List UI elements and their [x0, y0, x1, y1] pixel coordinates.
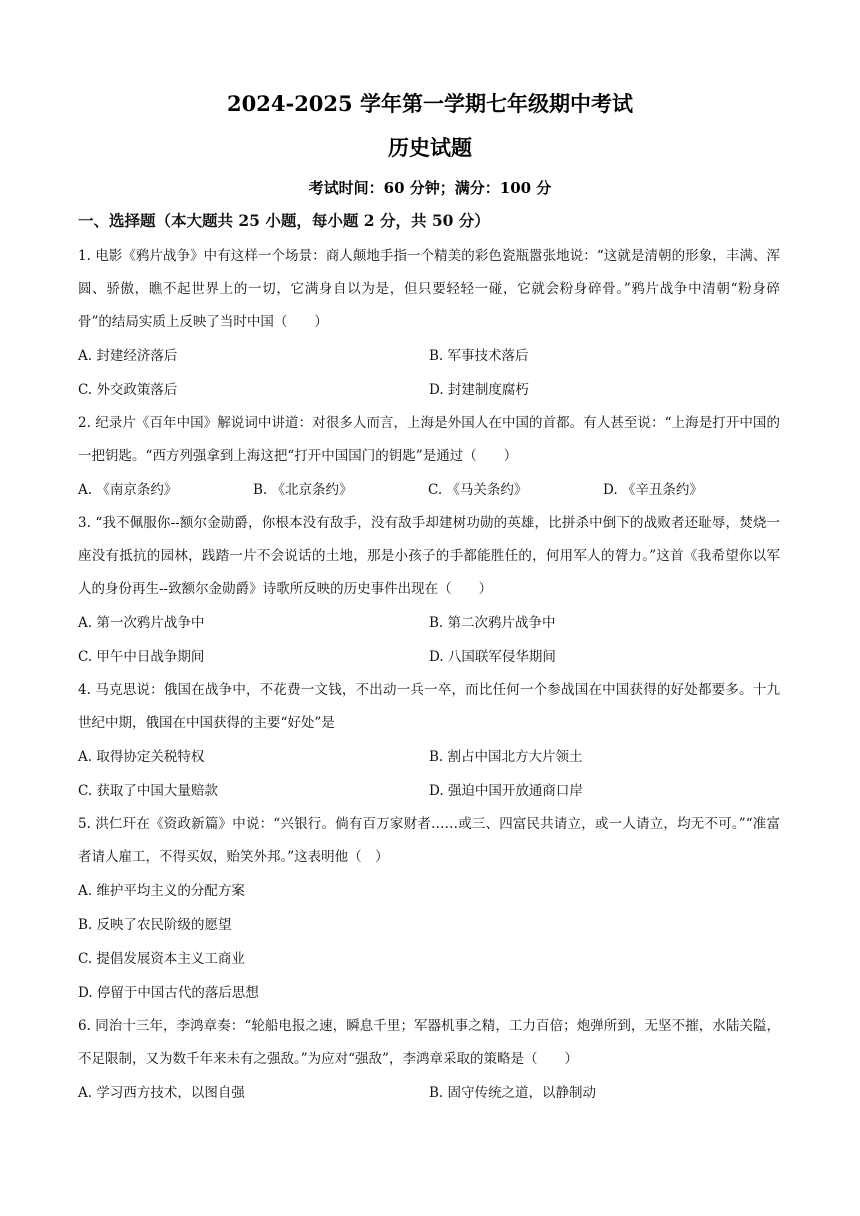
exam-title: 2024-2025 学年第一学期七年级期中考试	[227, 91, 633, 116]
subject-title: 历史试题	[388, 135, 472, 160]
option-c: C. 获取了中国大量赔款	[78, 783, 218, 799]
question-text: 1. 电影《鸦片战争》中有这样一个场景：商人颠地手指一个精美的彩色瓷瓶嚣张地说：“这就是清朝的形象，丰满、浑圆、骄傲，瞧不起世界上的一切，它满身自以为是，但只要轻轻一碰，它就会粉身碎骨。”鸦片战争中清朝“粉身碎骨”的结局实质上反映了当时中国（ ）	[78, 248, 780, 330]
question-text: 5. 洪仁玕在《资政新篇》中说：“兴银行。倘有百万家财者……或三、四富民共请立，或一人请立，均无不可。”“准富者请人雇工，不得买奴，贻笑外邦。”这表明他（ ）	[78, 816, 780, 865]
option-b: B. 割占中国北方大片领土	[429, 749, 583, 765]
question-text: 6. 同治十三年，李鸿章奏：“轮船电报之速，瞬息千里；军器机事之精，工力百倍；炮弹所到，无坚不摧，水陆关隘，不足限制，又为数千年来未有之强敌。”为应对“强敌”，李鸿章采取的策略是（ ）	[78, 1018, 780, 1067]
option-d: D. 八国联军侵华期间	[429, 649, 556, 665]
option-list	[78, 874, 780, 1010]
option-c: C. 提倡发展资本主义工商业	[78, 951, 245, 967]
question-text: 3. “我不佩服你--额尔金勋爵，你根本没有敌手，没有敌手却建树功勋的英雄，比拼杀中倒下的战败者还耻辱，焚烧一座没有抵抗的园林，践踏一片不会说话的土地，那是小孩子的手都能胜任的，何用军人的膂力。”这首《我希望你以军人的身份再生--致额尔金勋爵》诗歌所反映的历史事件出现在（ ）	[78, 515, 780, 597]
option-d: D. 停留于中国古代的落后思想	[78, 985, 259, 1001]
option-list	[78, 1076, 780, 1110]
option-list	[78, 339, 780, 407]
section-title: 一、选择题（本大题共 25 小题，每小题 2 分，共 50 分）	[78, 211, 490, 230]
option-list	[78, 473, 780, 507]
option-a: A. 第一次鸦片战争中	[78, 615, 205, 631]
option-b: B. 第二次鸦片战争中	[429, 615, 556, 631]
question-1	[78, 240, 780, 407]
question-list	[78, 240, 780, 1110]
option-c: C. 外交政策落后	[78, 382, 178, 398]
question-2	[78, 407, 780, 507]
option-a: A. 《南京条约》	[78, 482, 178, 498]
question-text: 4. 马克思说：俄国在战争中，不花费一文钱，不出动一兵一卒，而比任何一个参战国在中国获得的好处都要多。十九世纪中期，俄国在中国获得的主要“好处”是	[78, 682, 780, 731]
option-a: A. 取得协定关税特权	[78, 749, 205, 765]
question-6	[78, 1010, 780, 1110]
question-5	[78, 808, 780, 1010]
option-b: B. 《北京条约》	[253, 482, 353, 498]
question-3	[78, 507, 780, 674]
option-list	[78, 606, 780, 674]
question-4	[78, 674, 780, 808]
option-c: C. 《马关条约》	[428, 482, 528, 498]
option-a: A. 维护平均主义的分配方案	[78, 883, 245, 899]
option-d: D. 封建制度腐朽	[429, 382, 529, 398]
option-a: A. 封建经济落后	[78, 348, 178, 364]
option-b: B. 固守传统之道，以静制动	[429, 1085, 597, 1101]
option-d: D. 强迫中国开放通商口岸	[429, 783, 583, 799]
option-a: A. 学习西方技术，以图自强	[78, 1085, 245, 1101]
option-d: D. 《辛丑条约》	[603, 482, 703, 498]
option-b: B. 军事技术落后	[429, 348, 529, 364]
option-c: C. 甲午中日战争期间	[78, 649, 205, 665]
option-list	[78, 740, 780, 808]
question-text: 2. 纪录片《百年中国》解说词中讲道：对很多人而言，上海是外国人在中国的首都。有人甚至说：“上海是打开中国的一把钥匙。“西方列强拿到上海这把“打开中国国门的钥匙”是通过（ ）	[78, 415, 780, 464]
exam-info: 考试时间：60 分钟；满分：100 分	[308, 179, 552, 197]
option-b: B. 反映了农民阶级的愿望	[78, 917, 232, 933]
